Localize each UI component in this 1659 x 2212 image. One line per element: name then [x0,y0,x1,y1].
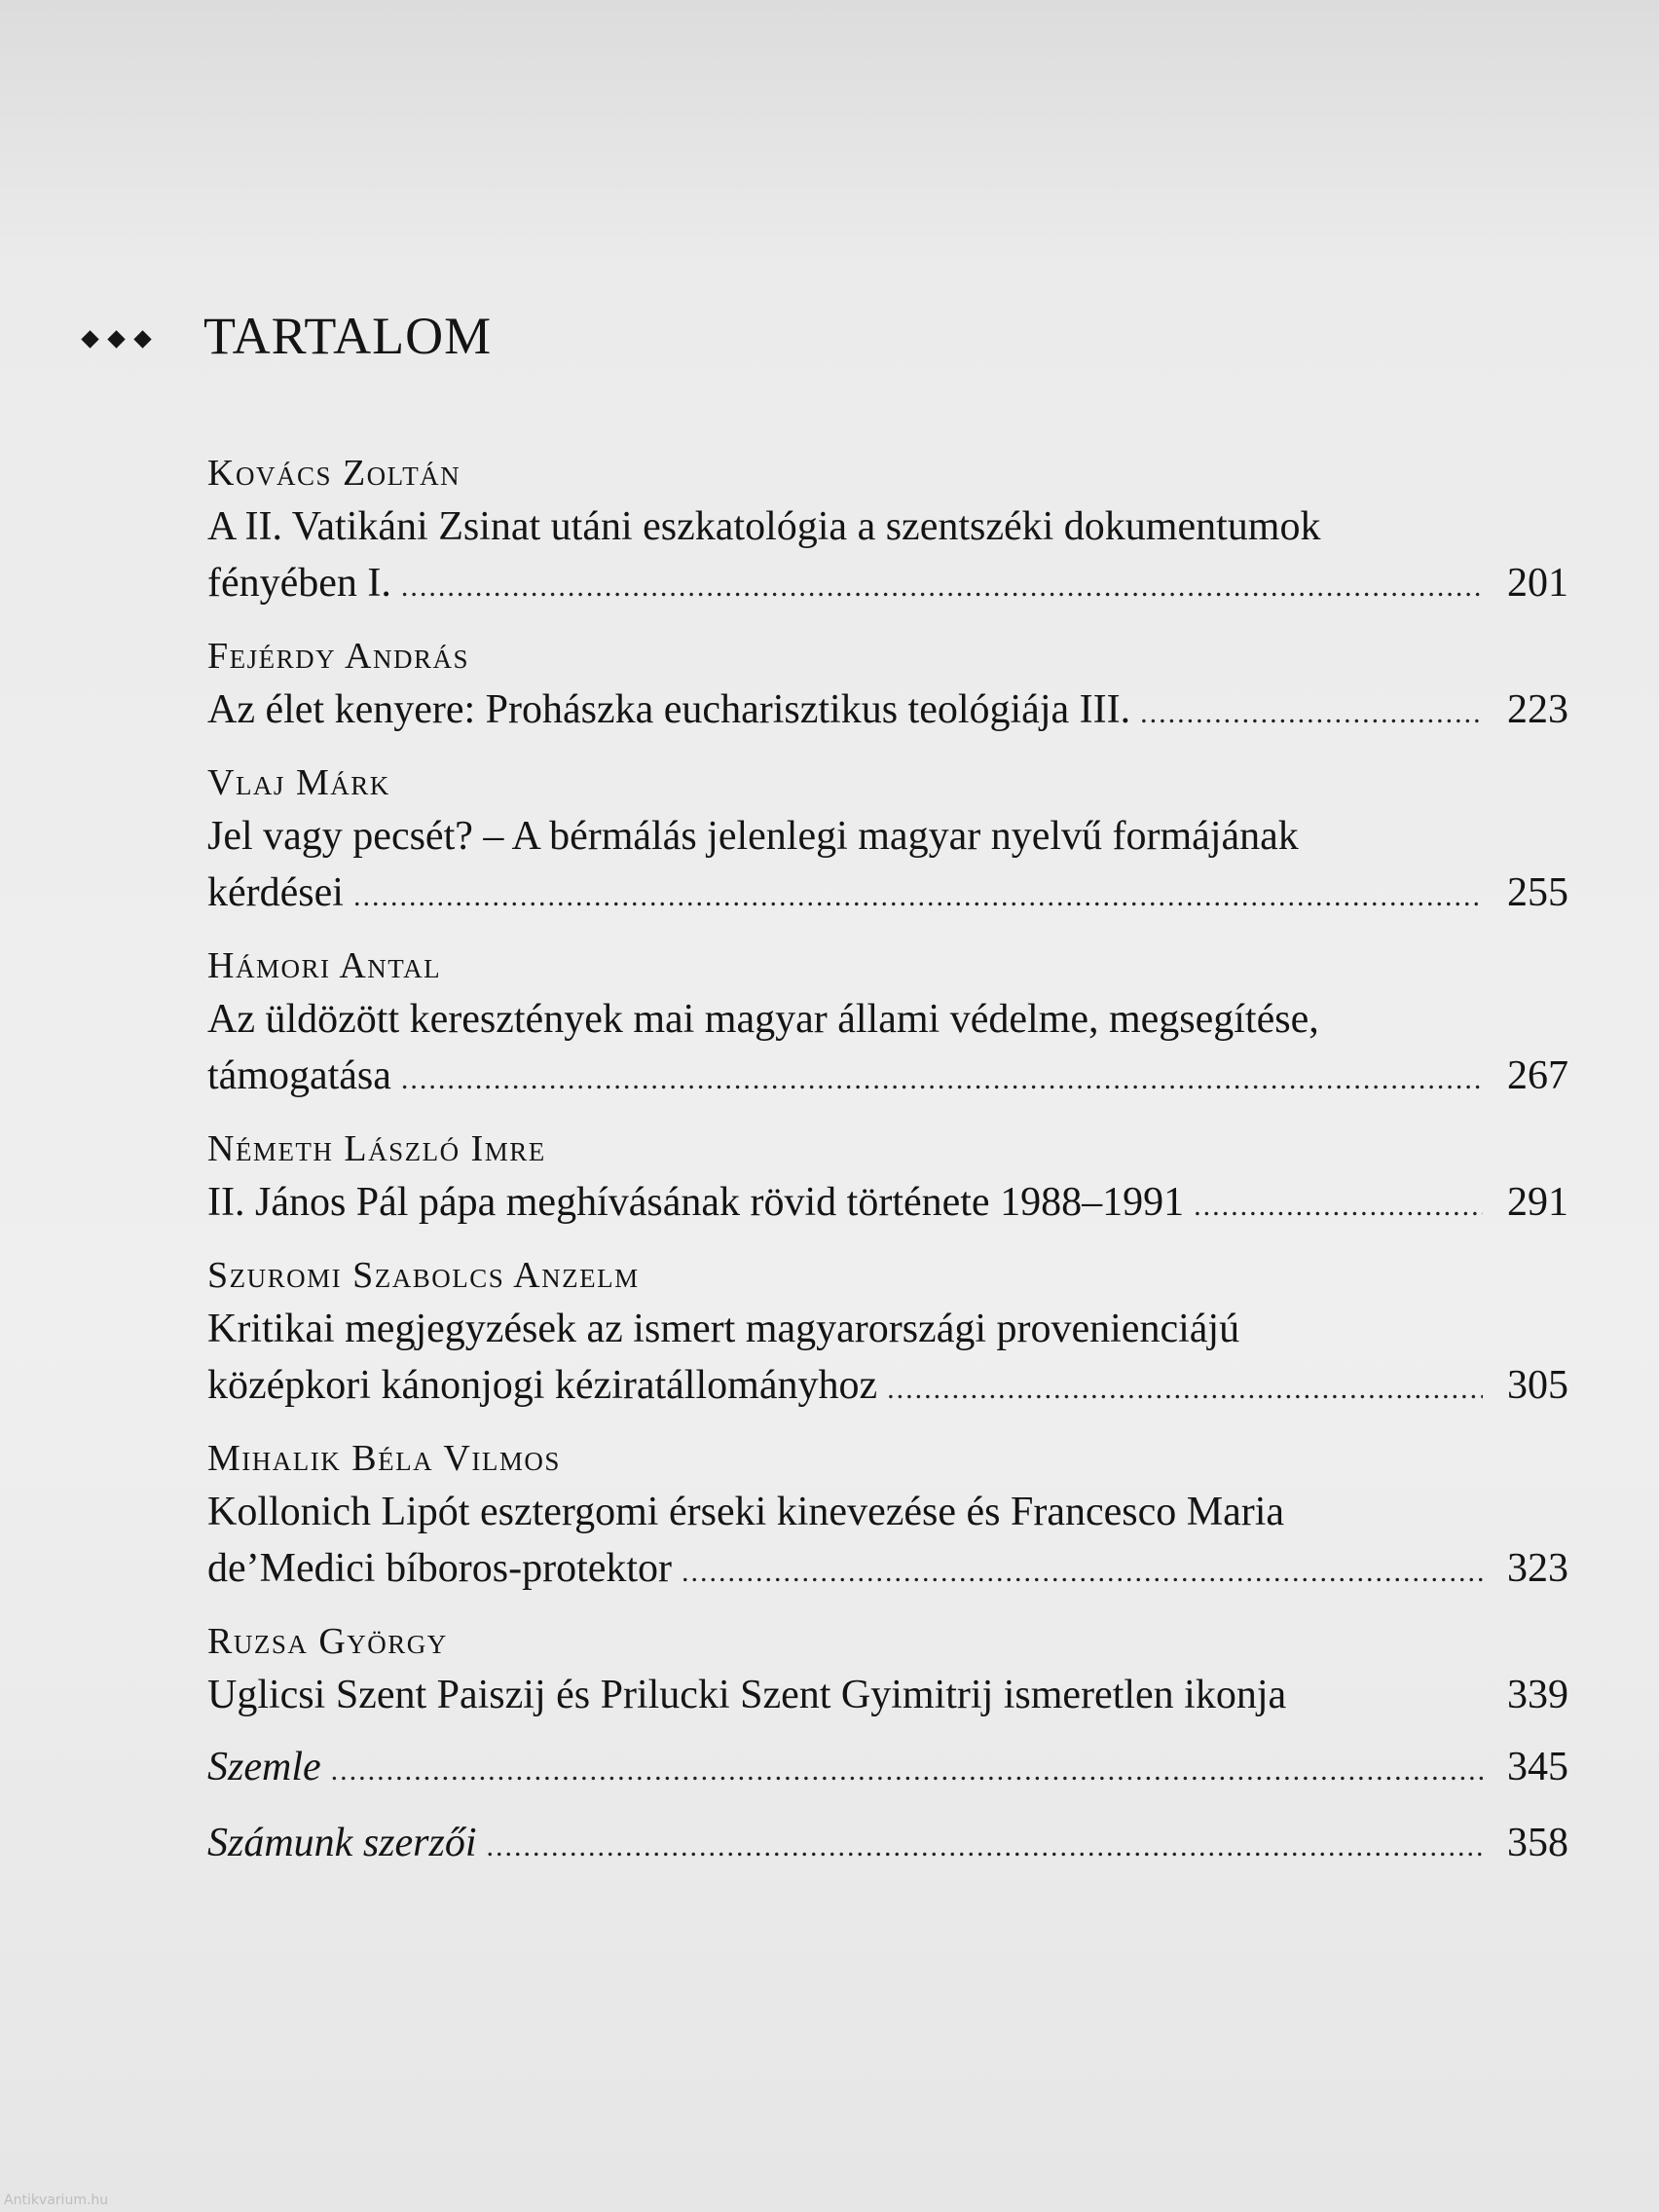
toc-entry [207,1616,1568,1723]
page-number: 291 [1507,1180,1568,1225]
dot-leader [331,1743,1483,1799]
entry-title-final-line [207,1540,1568,1601]
entry-title-text: kérdései [207,870,344,915]
dot-leader [682,1544,1483,1601]
entry-title-final-line [207,555,1568,615]
toc-entry [207,1124,1568,1235]
diamond-ornament [80,333,153,346]
toc-entry [207,1433,1568,1601]
entry-title-text: középkori kánonjogi kéziratállományhoz [207,1363,878,1408]
dot-leader [1194,1178,1483,1235]
toc-section-review [207,1739,1568,1799]
entry-title-final-line [207,1174,1568,1235]
diamond-icon [107,330,125,348]
dot-leader [353,868,1483,925]
entry-title-text: fényében I. [207,561,391,606]
watermark: Antikvarium.hu [4,2193,109,2208]
entry-title-final-line [207,682,1568,742]
entry-title-text: támogatása [207,1053,391,1098]
toc-section-authors [207,1815,1568,1875]
toc-entry [207,757,1568,925]
dot-leader [1140,685,1483,742]
toc-header [80,297,492,375]
page-number: 267 [1507,1053,1568,1098]
page-number: 345 [1507,1745,1568,1789]
entry-title-final-line [207,1739,1568,1799]
entry-title-text: Uglicsi Szent Paiszij és Prilucki Szent Gyimitrij ismeretlen ikonja [207,1673,1287,1717]
entry-title-final-line [207,1667,1568,1723]
entry-title-final-line [207,865,1568,925]
page-number: 223 [1507,687,1568,732]
diamond-icon [81,330,98,348]
page-title: TARTALOM [203,307,493,365]
section-title: Szemle [207,1745,321,1789]
entry-author: Fejérdy András [207,636,469,677]
dot-leader [401,1051,1483,1108]
toc-entry [207,631,1568,742]
entry-title-text: de’Medici bíboros-protektor [207,1546,673,1591]
section-title: Számunk szerzői [207,1821,477,1865]
entry-title-final-line [207,1357,1568,1418]
page-number: 339 [1507,1673,1568,1717]
entry-title-line: Kollonich Lipót esztergomi érseki kinevezése és Francesco Maria [207,1490,1285,1534]
entry-author: Hámori Antal [207,945,442,986]
page-number: 323 [1507,1546,1568,1591]
entry-author: Németh László Imre [207,1128,546,1169]
dot-leader [887,1361,1483,1418]
entry-title-text: Az élet kenyere: Prohászka eucharisztikus teológiája III. [207,687,1131,732]
dot-leader [401,559,1483,615]
entry-author: Vlaj Márk [207,762,390,803]
entry-title-final-line [207,1048,1568,1108]
entry-title-line: A II. Vatikáni Zsinat utáni eszkatológia a szentszéki dokumentumok [207,504,1321,549]
dot-leader [487,1819,1483,1875]
page-number: 358 [1507,1821,1568,1865]
entry-title-line: Az üldözött keresztények mai magyar állami védelme, megsegítése, [207,997,1319,1042]
entry-author: Kovács Zoltán [207,453,461,494]
page-number: 305 [1507,1363,1568,1408]
entry-title-line: Jel vagy pecsét? – A bérmálás jelenlegi magyar nyelvű formájának [207,814,1299,859]
entry-title-text: II. János Pál pápa meghívásának rövid története 1988–1991 [207,1180,1185,1225]
toc-entry [207,448,1568,615]
entry-author: Ruzsa György [207,1621,448,1662]
entry-author: Szuromi Szabolcs Anzelm [207,1255,640,1296]
page-number: 201 [1507,561,1568,606]
diamond-icon [133,330,151,348]
entry-title-line: Kritikai megjegyzések az ismert magyarországi provenienciájú [207,1307,1240,1351]
entry-author: Mihalik Béla Vilmos [207,1438,561,1479]
entry-title-final-line [207,1815,1568,1875]
table-of-contents [207,448,1568,1875]
toc-entry [207,1250,1568,1418]
page-number: 255 [1507,870,1568,915]
toc-entry [207,940,1568,1108]
